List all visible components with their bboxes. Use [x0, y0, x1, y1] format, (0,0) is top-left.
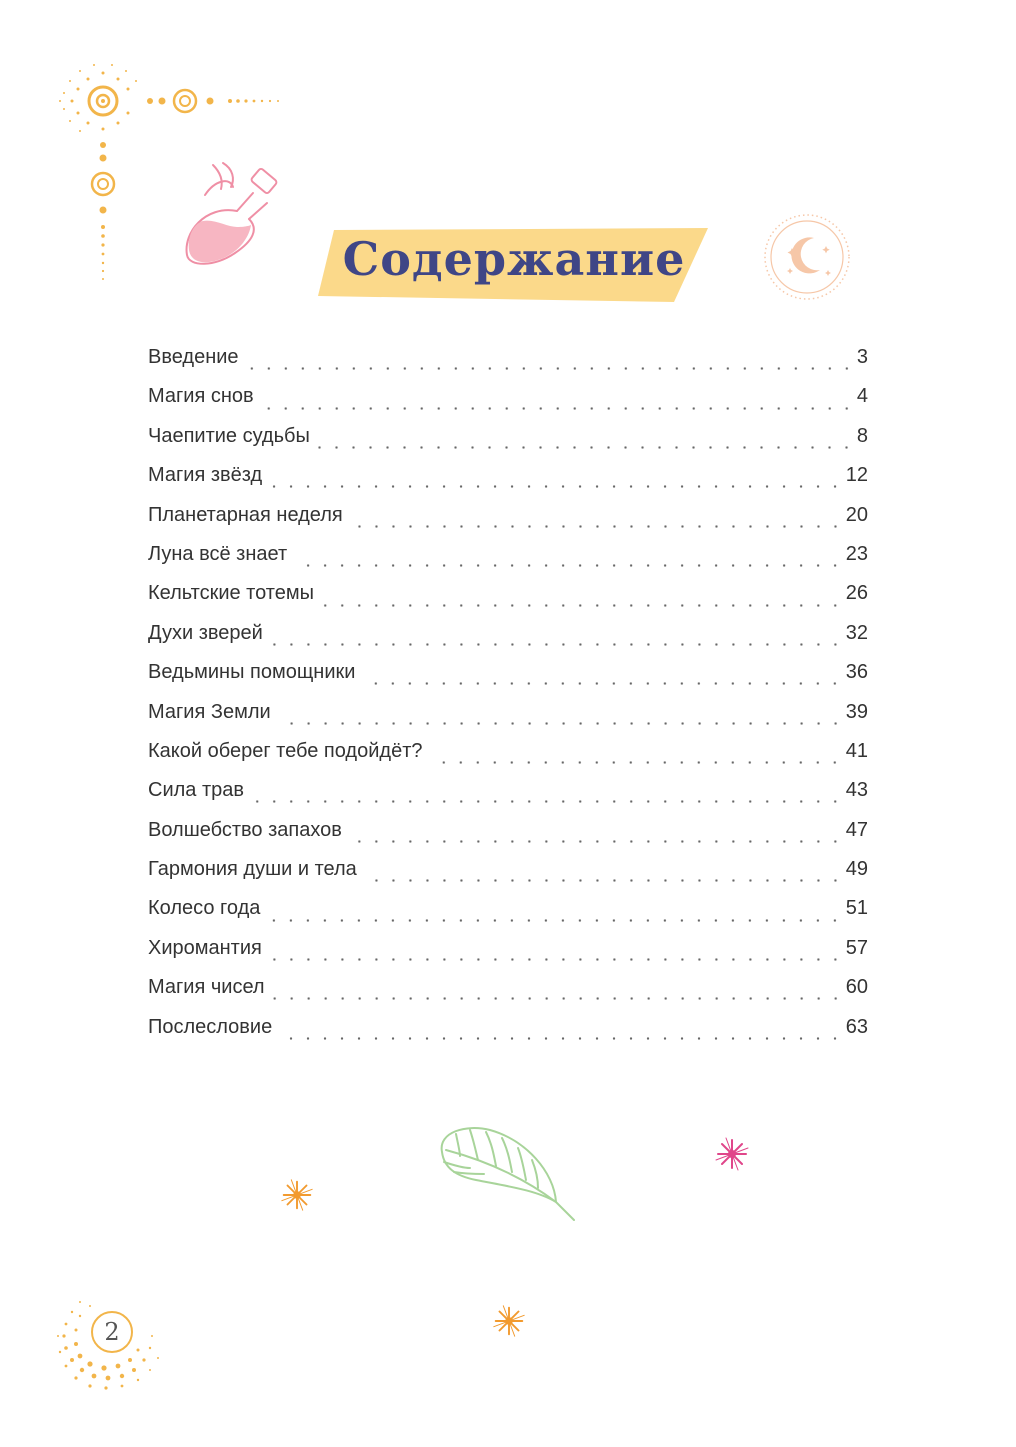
dot-leader: [279, 722, 844, 725]
toc-entry-title: Гармония души и тела: [148, 858, 357, 881]
toc-entry[interactable]: [148, 858, 868, 897]
toc-entry-page: 20: [845, 503, 868, 526]
toc-entry[interactable]: [148, 1016, 868, 1055]
toc-entry[interactable]: [148, 897, 868, 936]
dot-leader: [252, 800, 844, 803]
toc-entry-page: 23: [845, 542, 868, 565]
toc-entry-page: 32: [845, 621, 868, 644]
toc-entry-page: 3: [856, 346, 868, 368]
sparkle-icon: [712, 1134, 752, 1174]
dot-leader: [295, 564, 844, 567]
toc-entry[interactable]: [148, 464, 868, 503]
toc-entry-title: Магия Земли: [148, 700, 271, 723]
toc-entry[interactable]: [148, 504, 868, 543]
dot-leader: [270, 958, 844, 961]
page-number: 2: [91, 1311, 133, 1353]
toc-entry-title: Чаепитие судьбы: [148, 424, 310, 447]
toc-entry[interactable]: [148, 346, 868, 385]
dot-leader: [268, 919, 843, 922]
toc-entry-title: Луна всё знает: [148, 542, 288, 565]
toc-entry[interactable]: [148, 819, 868, 858]
sparkle-icon: [490, 1302, 528, 1340]
toc-entry-title: Колесо года: [148, 897, 261, 920]
toc-entry-page: 63: [845, 1015, 868, 1038]
toc-entry[interactable]: [148, 701, 868, 740]
toc-entry-title: Магия звёзд: [148, 464, 263, 487]
toc-entry-page: 36: [845, 661, 868, 684]
toc-entry-title: Введение: [148, 346, 239, 368]
toc-entry-title: Духи зверей: [148, 621, 263, 644]
toc-entry[interactable]: [148, 582, 868, 621]
sparkle-icon: [278, 1176, 316, 1214]
potion-bottle-icon: [175, 155, 290, 275]
toc-entry[interactable]: [148, 937, 868, 976]
toc-entry[interactable]: [148, 740, 868, 779]
toc-entry[interactable]: [148, 385, 868, 424]
dot-leader: [351, 525, 844, 528]
title-banner: [318, 226, 710, 302]
toc-entry-page: 41: [845, 739, 868, 762]
toc-entry-title: Какой оберег тебе подойдёт?: [148, 739, 423, 762]
dot-leader: [262, 407, 855, 410]
dot-leader: [247, 367, 855, 370]
toc-entry-title: Магия чисел: [148, 976, 265, 999]
toc-entry[interactable]: [148, 543, 868, 582]
toc-entry[interactable]: [148, 425, 868, 464]
dot-leader: [270, 485, 844, 488]
toc-entry-title: Кельтские тотемы: [148, 582, 314, 605]
dot-leader: [273, 997, 844, 1000]
dot-leader: [365, 879, 844, 882]
toc-entry-page: 49: [845, 858, 868, 881]
toc-entry-title: Волшебство запахов: [148, 818, 342, 841]
toc-entry-page: 39: [845, 700, 868, 723]
toc-entry-page: 60: [845, 976, 868, 999]
toc-entry-page: 4: [856, 385, 868, 408]
dot-leader: [363, 682, 843, 685]
toc-entry[interactable]: [148, 622, 868, 661]
toc-entry-title: Хиромантия: [148, 936, 262, 959]
dot-leader: [430, 761, 843, 764]
toc-entry-page: 51: [845, 897, 868, 920]
dot-leader: [318, 446, 855, 449]
dot-leader: [322, 604, 844, 607]
toc-entry-page: 8: [856, 424, 868, 447]
toc-entry-page: 26: [845, 582, 868, 605]
page-title: Содержание: [342, 232, 686, 286]
moon-stars-icon: [762, 212, 852, 302]
toc-entry[interactable]: [148, 661, 868, 700]
toc-entry[interactable]: [148, 779, 868, 818]
dot-leader: [280, 1037, 844, 1040]
toc-entry-title: Планетарная неделя: [148, 503, 343, 526]
toc-entry-title: Ведьмины помощники: [148, 661, 356, 684]
toc-entry[interactable]: [148, 976, 868, 1015]
toc-entry-title: Сила трав: [148, 779, 244, 802]
dot-leader: [350, 840, 844, 843]
table-of-contents: [148, 346, 868, 1055]
toc-entry-page: 43: [845, 779, 868, 802]
leaf-icon: [436, 1122, 581, 1227]
toc-entry-page: 47: [845, 818, 868, 841]
toc-entry-title: Магия снов: [148, 385, 254, 408]
toc-entry-title: Послесловие: [148, 1015, 273, 1038]
toc-entry-page: 57: [845, 936, 868, 959]
dot-leader: [271, 643, 844, 646]
toc-entry-page: 12: [845, 464, 868, 487]
